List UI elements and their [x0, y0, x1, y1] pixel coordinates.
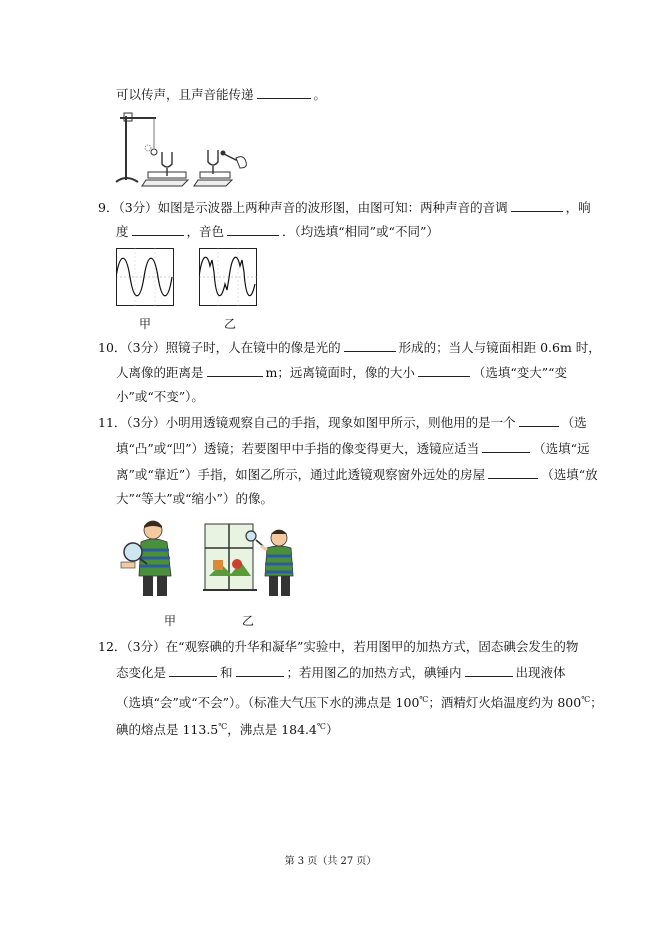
- q11-line2: 填“凸”或“凹”）透镜；若要图甲中手指的像变得更大，透镜应适当 （选填“远: [116, 441, 590, 456]
- q12-blank-change1: [169, 664, 217, 677]
- q11-caption-jia: 甲: [164, 614, 177, 628]
- q10-line2: 人离像的距离是 m；远离镜面时，像的大小 （选填“变大”“变: [116, 365, 568, 380]
- q9-blank-timbre: [227, 223, 279, 236]
- q8-text: 可以传声，且声音能传递: [116, 87, 254, 102]
- q10-line3: 小”或“不变”）。: [116, 389, 204, 404]
- q9-line1: 9．（3分）如图是示波器上两种声音的波形图，由图可知：两种声音的音调 ，响: [98, 200, 591, 215]
- q8-tail: 可以传声，且声音能传递 。: [116, 87, 327, 102]
- q10-blank-size: [418, 364, 470, 377]
- q9-blank-pitch: [511, 199, 563, 212]
- magnifier-boy-figure: [119, 518, 189, 598]
- q12-blank-change2: [236, 664, 284, 677]
- q12-blank-liquid: [465, 664, 513, 677]
- q10-blank-distance: [207, 364, 263, 377]
- q11-line1: 11．（3分）小明用透镜观察自己的手指，现象如图甲所示，则他用的是一个 （选: [98, 415, 587, 430]
- waveform-yi: [199, 248, 257, 306]
- q12-line4: 碘的熔点是 113.5℃，沸点是 184.4℃）: [116, 722, 339, 738]
- q11-blank-move: [482, 440, 530, 453]
- q9-line2: 度 ，音色 ．（均选填“相同”或“不同”）: [116, 224, 439, 239]
- waveform-jia: [116, 248, 174, 306]
- q10-blank-light: [344, 339, 396, 352]
- q11-blank-lens: [519, 414, 559, 427]
- q9-caption-yi: 乙: [224, 317, 237, 331]
- q12-line1: 12．（3分）在“观察碘的升华和凝华”实验中，若用图甲的加热方式，固态碘会发生的物: [98, 639, 579, 654]
- q10-line1: 10．（3分）照镜子时，人在镜中的像是光的 形成的；当人与镜面相距 0.6m 时，: [98, 340, 601, 355]
- q12-line3: （选填“会”或“不会”）。（标准大气压下水的沸点是 100℃；酒精灯火焰温度约为 800℃；: [116, 695, 603, 711]
- q11-caption-yi: 乙: [242, 614, 255, 628]
- tuning-fork-figure: [112, 110, 252, 190]
- window-magnifier-figure: [203, 518, 299, 598]
- q9-blank-loudness: [132, 223, 184, 236]
- q11-line4: 大”“等大”或“缩小”）的像。: [116, 491, 273, 506]
- q9-caption-jia: 甲: [139, 317, 152, 331]
- page-footer: 第 3 页（共 27 页）: [284, 856, 377, 867]
- q8-blank: [257, 86, 311, 99]
- q11-blank-image: [488, 466, 538, 479]
- q11-line3: 离”或“靠近”）手指，如图乙所示，通过此透镜观察窗外远处的房屋 （选填“放: [116, 467, 598, 482]
- q12-line2: 态变化是 和 ；若用图乙的加热方式，碘锤内 出现液体: [116, 665, 566, 680]
